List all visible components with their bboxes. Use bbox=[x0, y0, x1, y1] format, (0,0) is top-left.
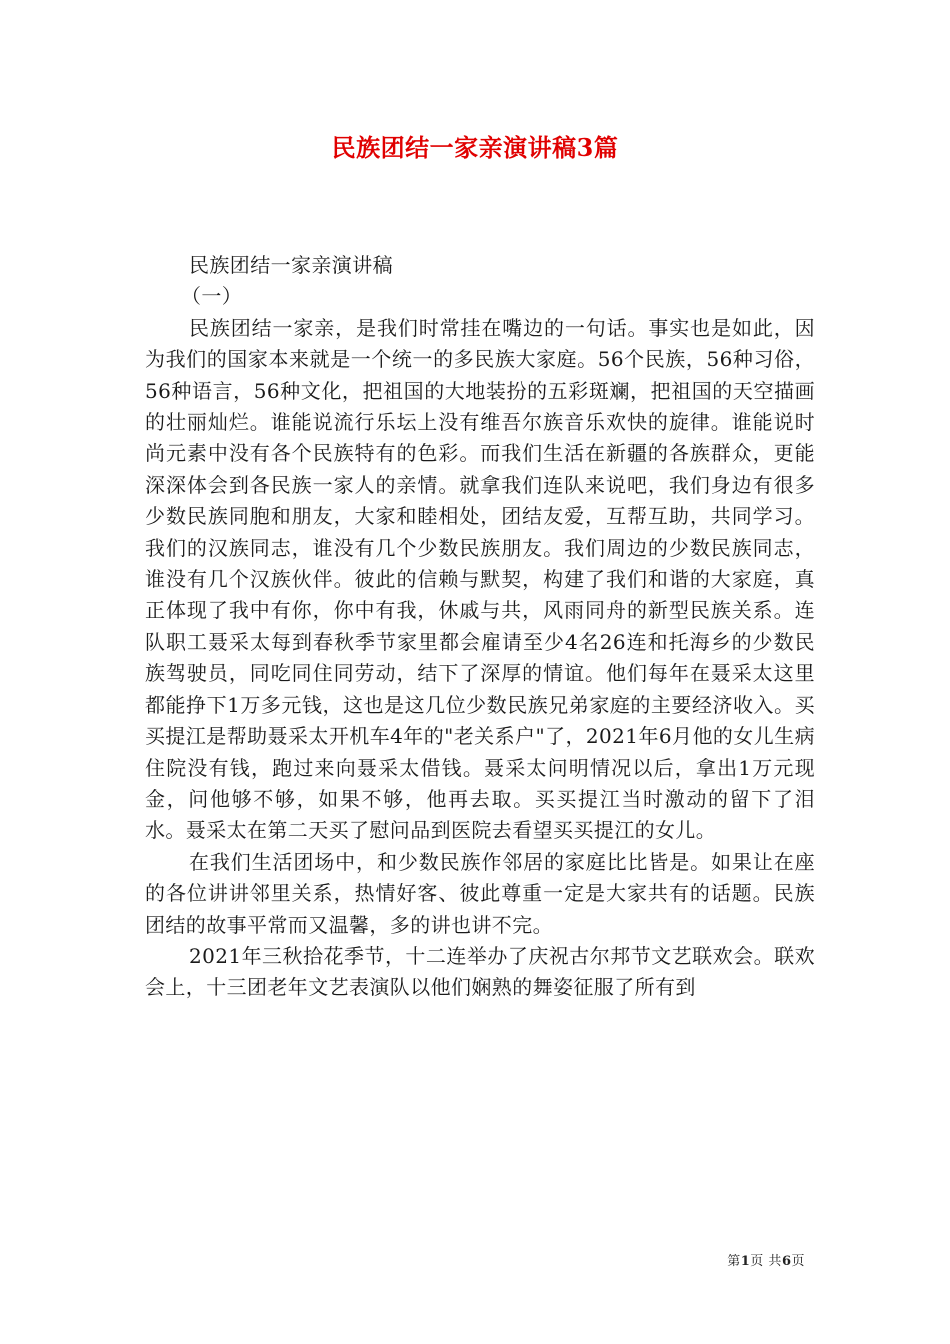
page-number-footer bbox=[727, 1250, 805, 1269]
document-title: 民族团结一家亲演讲稿3篇 bbox=[331, 133, 619, 162]
footer-middle: 页 共 bbox=[750, 1254, 782, 1269]
paragraph-2: 在我们生活团场中，和少数民族作邻居的家庭比比皆是。如果让在座的各位讲讲邻里关系，热情好客、彼此尊重一定是大家共有的话题。民族团结的故事平常而又温馨，多的讲也讲不完。 bbox=[145, 849, 815, 937]
paragraph-3: 2021年三秋拾花季节，十二连举办了庆祝古尔邦节文艺联欢会。联欢会上，十三团老年文艺表演队以他们娴熟的舞姿征服了所有到 bbox=[145, 943, 815, 1000]
footer-prefix: 第 bbox=[727, 1254, 741, 1269]
section-subheading: （一） bbox=[181, 284, 243, 309]
section-heading: 民族团结一家亲演讲稿 bbox=[189, 253, 393, 277]
current-page-number: 1 bbox=[740, 1254, 751, 1269]
document-body bbox=[145, 250, 815, 1004]
paragraph-1: 民族团结一家亲，是我们时常挂在嘴边的一句话。事实也是如此，因为我们的国家本来就是一个统一的多民族大家庭。56个民族，56种习俗，56种语言，56种文化，把祖国的大地装扮的五彩斑斓，把祖国的天空描画的壮丽灿烂。谁能说流行乐坛上没有维吾尔族音乐欢快的旋律。谁能说时尚元素中没有各个民族特有的色彩。而我们生活在新疆的各族群众，更能深深体会到各民族一家人的亲情。就拿我们连队来说吧，我们身边有很多少数民族同胞和朋友，大家和睦相处，团结友爱，互帮互助，共同学习。我们的汉族同志，谁没有几个少数民族朋友。我们周边的少数民族同志，谁没有几个汉族伙伴。彼此的信赖与默契，构建了我们和谐的大家庭，真正体现了我中有你，你中有我，休戚与共，风雨同舟的新型民族关系。连队职工聂采太每到春秋季节家里都会雇请至少4名26连和托海乡的少数民族驾驶员，同吃同住同劳动，结下了深厚的情谊。他们每年在聂采太这里都能挣下1万多元钱，这也是这几位少数民族兄弟家庭的主要经济收入。买买提江是帮助聂采太开机车4年的"老关系户"了，2021年6月他的女儿生病住院没有钱，跑过来向聂采太借钱。聂采太问明情况以后，拿出1万元现金，问他够不够，如果不够，他再去取。买买提江当时激动的留下了泪水。聂采太在第二天买了慰问品到医院去看望买买提江的女儿。 bbox=[145, 315, 815, 843]
footer-suffix: 页 bbox=[791, 1254, 805, 1269]
total-pages-number: 6 bbox=[781, 1254, 792, 1269]
